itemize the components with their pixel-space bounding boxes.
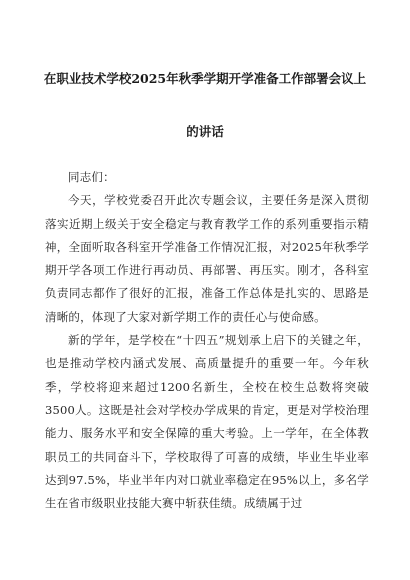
title-line-2: 的讲话 — [186, 124, 224, 139]
title-line-1: 在职业技术学校2025年秋季学期开学准备工作部署会议上 — [43, 71, 367, 86]
paragraph-1: 今天，学校党委召开此次专题会议，主要任务是深入贯彻落实近期上级关于安全稳定与教育教学工作的系列重要指示精神，全面听取各科室开学准备工作情况汇报，对2025年秋季学期开学各项工作进行再动员、再部署、再压实。刚才，各科室负责同志都作了很好的汇报，准备工作总体是扎实的、思路是清晰的，体现了大家对新学期工作的责任心与使命感。 — [45, 193, 369, 324]
salutation: 同志们： — [68, 170, 115, 184]
paragraph-2: 新的学年，是学校在“十四五”规划承上启下的关键之年，也是推动学校内涵式发展、高质量提升的重要一年。今年秋季，学校将迎来超过1200名新生，全校在校生总数将突破3500人。这既是社会对学校办学成果的肯定，更是对学校治理能力、服务水平和安全保障的重大考验。上一学年，在全体教职员工的共同奋斗下，学校取得了可喜的成绩，毕业生毕业率达到97.5%，毕业半年内对口就业率稳定在95%以上，多名学生在省市级职业技能大赛中斩获佳绩。成绩属于过 — [45, 333, 369, 511]
document-body — [45, 166, 369, 515]
